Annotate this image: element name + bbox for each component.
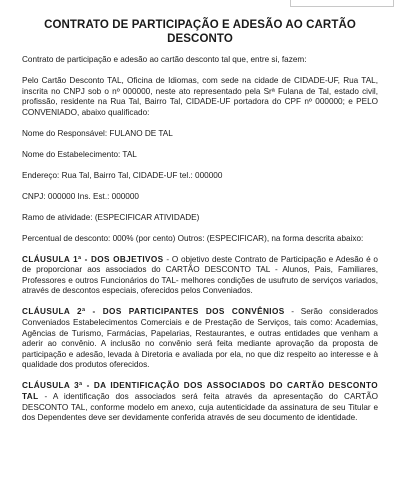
clause-3-body: - A identificação dos associados será feita através da apresentação do CARTÃO DESCONTO TAL, conforme modelo em anexo, cuja autenticidade da assinatura de seu Titular e dos Dependentes deve ser devidamente conferida através de seu documento de identidade. [22,391,378,423]
clause-2-body: - Serão considerados Conveniados Estabelecimentos Comerciais e de Prestação de Serviços, tais como: Academias, Agências de Turismo, Farmácias, Papelarias, Restaurantes, e outras entidades que venham a aderir ao convênio. A inclusão no convênio será feita mediante aprovação da proposta de participação e adesão, levada à Diretoria e avaliada por ela, no que diz respeito ao interesse e à qualidade dos produtos oferecidos. [22,307,378,370]
top-right-box[interactable] [290,0,394,7]
activity-field: Ramo de atividade: (ESPECIFICAR ATIVIDADE) [22,212,200,222]
clause-1-body: - O objetivo deste Contrato de Participação e Adesão é o de proporcionar aos associados do CARTÃO DESCONTO TAL - Alunos, Pais, Familiares, Professores e outros Funcionários do TAL- melhores condições de usufruto de serviços variados, através de descontos especiais, oferecidos pelos Conveniados. [22,254,378,296]
address-field: Endereço: Rua Tal, Bairro Tal, CIDADE-UF tel.: 000000 [22,170,223,180]
discount-field: Percentual de desconto: 000% (por cento) Outros: (ESPECIFICAR), na forma descrita abaixo: [22,233,364,243]
clause-3-heading: CLÁUSULA 3ª - DA IDENTIFICAÇÃO DOS ASSOCIADOS DO CARTÃO DESCONTO TAL [22,381,378,401]
intro-paragraph: Contrato de participação e adesão ao cartão desconto tal que, entre si, fazem: [22,55,307,64]
clause-2-heading: CLÁUSULA 2ª - DOS PARTICIPANTES DOS CONVÊNIOS [22,307,285,317]
clause-3 [22,381,378,423]
clause-1 [22,255,378,297]
parties-paragraph: Pelo Cartão Desconto TAL, Oficina de Idiomas, com sede na cidade de CIDADE-UF, Rua TAL, inscrita no CNPJ sob o nº 000000, neste ato representado pela Srª Fulana de Tal, estado civil, profissão, residente na Rua Tal, Bairro Tal, CIDADE-UF portadora do CPF nº 000000; e PELO CONVENIADO, abaixo qualificado: [22,75,378,117]
document-title: CONTRATO DE PARTICIPAÇÃO E ADESÃO AO CARTÃO DESCONTO [44,19,356,45]
clause-1-heading: CLÁUSULA 1ª - DOS OBJETIVOS [22,254,164,264]
clause-2 [22,307,378,371]
establishment-field: Nome do Estabelecimento: TAL [22,149,137,159]
responsible-field: Nome do Responsável: FULANO DE TAL [22,128,173,138]
cnpj-field: CNPJ: 000000 Ins. Est.: 000000 [22,191,139,201]
contract-document [22,18,378,434]
